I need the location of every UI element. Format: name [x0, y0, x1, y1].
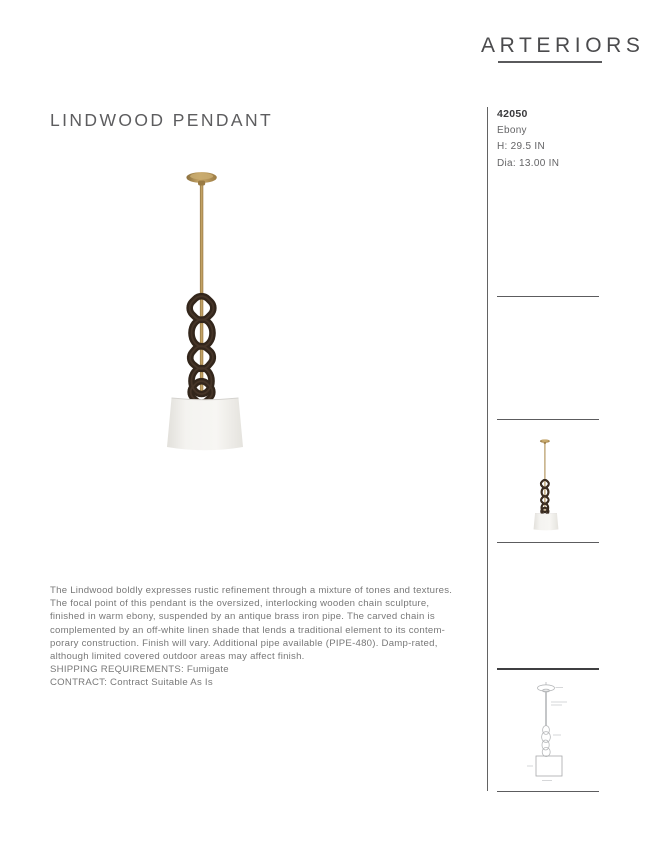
spec-height: H: 29.5 IN [497, 141, 546, 152]
description-line: finished in warm ebony, suspended by an antique brass iron pipe. The carved chain is [50, 611, 435, 623]
description-line: complemented by an off-white linen shade that lends a traditional element to its contem- [50, 624, 446, 636]
description-line: The focal point of this pendant is the oversized, interlocking wooden chain sculpture, [50, 598, 430, 610]
description-line: The Lindwood boldly expresses rustic refinement through a mixture of tones and textures. [50, 585, 453, 596]
brand-logo-underline [498, 61, 602, 63]
contract-note: CONTRACT: Contract Suitable As Is [50, 677, 213, 689]
spec-diameter: Dia: 13.00 IN [497, 157, 560, 169]
product-title: LINDWOOD PENDANT [50, 110, 274, 130]
product-photo-thumbnail [528, 437, 564, 532]
product-photo [150, 165, 260, 455]
product-description [50, 584, 452, 690]
dimension-drawing [505, 678, 595, 786]
description-line: although limited covered outdoor areas may affect finish. [50, 651, 305, 663]
spec-block [497, 106, 559, 172]
shipping-requirements: SHIPPING REQUIREMENTS: Fumigate [50, 664, 229, 676]
spec-finish: Ebony [497, 124, 527, 136]
spec-sku: 42050 [497, 108, 528, 120]
divider-5 [497, 791, 599, 792]
divider-3 [497, 542, 599, 543]
right-column-rule [487, 107, 488, 791]
divider-2 [497, 419, 599, 420]
brand-logo: ARTERIORS [481, 34, 645, 57]
divider-1 [497, 296, 599, 297]
description-line: porary construction. Finish will vary. Additional pipe available (PIPE-480). Damp-rated, [50, 637, 438, 649]
divider-4 [497, 668, 599, 670]
